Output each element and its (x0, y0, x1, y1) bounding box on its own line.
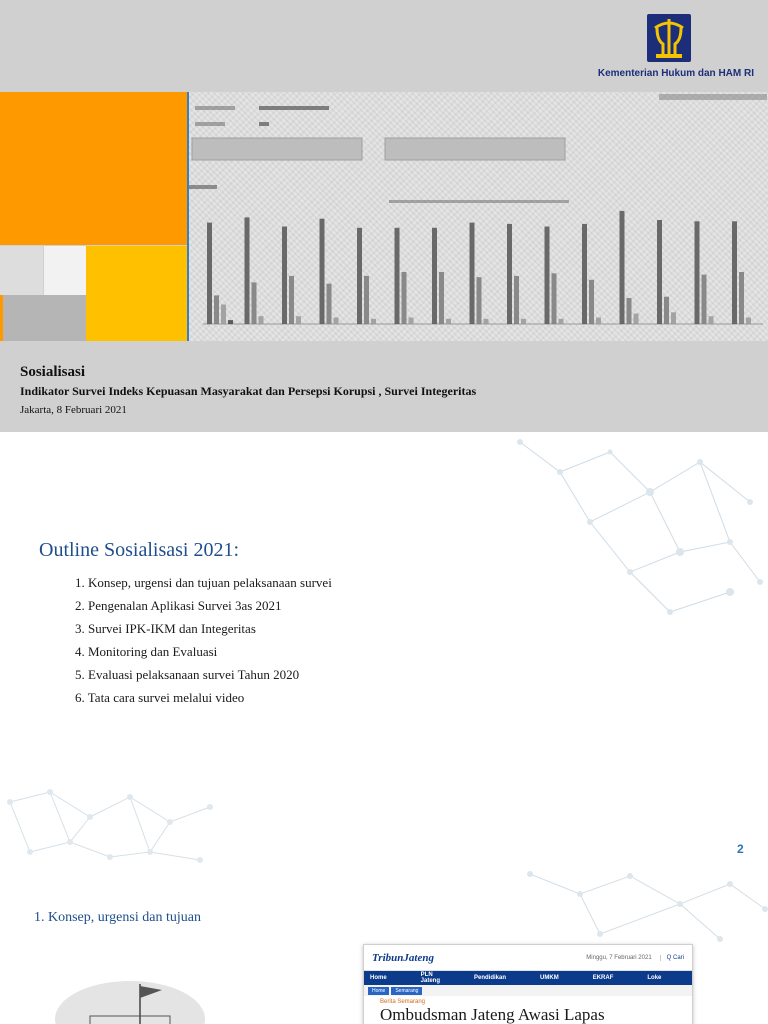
screenshot-bar (746, 318, 751, 325)
screenshot-bar (552, 273, 557, 324)
screenshot-bar (470, 223, 475, 324)
outline-item: 1. Konsep, urgensi dan tujuan pelaksanaan survei (75, 575, 332, 590)
news-breadcrumb-item: Semarang (391, 987, 422, 995)
orange-block (0, 92, 188, 245)
screenshot-bar (507, 224, 512, 324)
screenshot-bar (245, 217, 250, 324)
news-date: Minggu, 7 Februari 2021 (586, 954, 652, 961)
screenshot-bar (702, 275, 707, 324)
screenshot-bar (439, 272, 444, 324)
slide-subtitle: Indikator Survei Indeks Kepuasan Masyarakat dan Persepsi Korupsi , Survei Integeritas (20, 384, 477, 398)
news-breadcrumb (364, 985, 692, 996)
white-gray-block (44, 246, 86, 295)
screenshot-bar (695, 221, 700, 324)
screenshot-bar (252, 282, 257, 324)
slide-title: Sosialisasi (20, 364, 86, 380)
news-category: Berita Semarang (380, 999, 426, 1005)
title-slide (0, 0, 768, 432)
news-breadcrumb-item: Home (368, 987, 389, 995)
screenshot-bar (559, 319, 564, 324)
screenshot-bar (221, 305, 226, 325)
light-gray-block (0, 246, 43, 295)
outline-item: 4. Monitoring dan Evaluasi (75, 644, 218, 659)
screenshot-bar (357, 228, 362, 324)
screenshot-bar (709, 316, 714, 324)
screenshot-bar (732, 221, 737, 324)
screenshot-bar (582, 224, 587, 324)
outline-heading: Outline Sosialisasi 2021: (39, 539, 239, 561)
news-nav-item: Loke (647, 975, 662, 981)
pengayoman-emblem-icon (647, 14, 691, 62)
dashboard-screenshot (189, 92, 768, 341)
kemenkumham-logo (647, 14, 691, 62)
news-nav-item: PLN Jateng (420, 972, 441, 984)
orange-accent-line (0, 295, 3, 341)
screenshot-bar (634, 314, 639, 324)
screenshot-bar (657, 220, 662, 324)
screenshot-bar (446, 319, 451, 324)
yellow-block (86, 246, 188, 341)
screenshot-bar (214, 295, 219, 324)
screenshot-bar (484, 319, 489, 324)
news-header (364, 945, 692, 971)
outline-item: 6. Tata cara survei melalui video (75, 690, 245, 705)
screenshot-bar (289, 276, 294, 324)
screenshot-bar (627, 298, 632, 324)
screenshot-bar (545, 227, 550, 325)
screenshot-bar (402, 272, 407, 324)
screenshot-bar (409, 318, 414, 325)
outline-item: 2. Pengenalan Aplikasi Survei 3as 2021 (75, 598, 282, 613)
gray-block (0, 295, 86, 341)
screenshot-bar (327, 284, 332, 324)
screenshot-bar (514, 276, 519, 324)
screenshot-bar (589, 280, 594, 324)
outline-item: 3. Survei IPK-IKM dan Integeritas (75, 621, 256, 636)
news-article-screenshot (363, 944, 693, 1024)
screenshot-bar (671, 312, 676, 324)
screenshot-bar (228, 320, 233, 324)
news-nav (364, 971, 692, 985)
screenshot-bar (521, 319, 526, 324)
news-nav-item: EKRAF (592, 975, 614, 981)
screenshot-bar (334, 318, 339, 325)
outline-slide (0, 432, 768, 864)
screenshot-bar (320, 219, 325, 324)
network-decoration-icon (500, 432, 768, 622)
outline-item: 5. Evaluasi pelaksanaan survei Tahun 2020 (75, 667, 300, 682)
screenshot-bar (477, 277, 482, 324)
screenshot-bar (596, 318, 601, 325)
screenshot-bar (259, 316, 264, 324)
screenshot-bar (395, 228, 400, 324)
screenshot-bar (364, 276, 369, 324)
concept-slide (0, 864, 768, 1024)
screenshot-bar (620, 211, 625, 324)
screenshot-bar (207, 223, 212, 324)
ministry-name: Kementerian Hukum dan HAM RI (597, 68, 754, 79)
outline-list (75, 571, 332, 709)
screenshot-bar (282, 227, 287, 325)
page-number: 2 (737, 842, 744, 856)
screenshot-bar (664, 297, 669, 324)
network-decoration-left-icon (0, 782, 220, 864)
dashboard-screenshot-image (189, 92, 768, 341)
screenshot-bar (739, 272, 744, 324)
slide-date: Jakarta, 8 Februari 2021 (20, 404, 127, 416)
network-decoration-icon (520, 864, 768, 944)
news-nav-item: Pendidikan (474, 975, 507, 981)
news-headline: Ombudsman Jateng Awasi Lapas (380, 1005, 605, 1024)
news-nav-item: UMKM (540, 975, 559, 981)
screenshot-bar (432, 228, 437, 324)
section-heading: 1. Konsep, urgensi dan tujuan (34, 910, 201, 925)
screenshot-bar (371, 319, 376, 324)
news-search: Q Cari (660, 955, 684, 961)
news-site-logo: TribunJateng (372, 951, 434, 964)
flag-sketch-illustration-icon (40, 974, 260, 1024)
news-nav-item: Home (370, 975, 387, 981)
screenshot-bar (296, 316, 301, 324)
